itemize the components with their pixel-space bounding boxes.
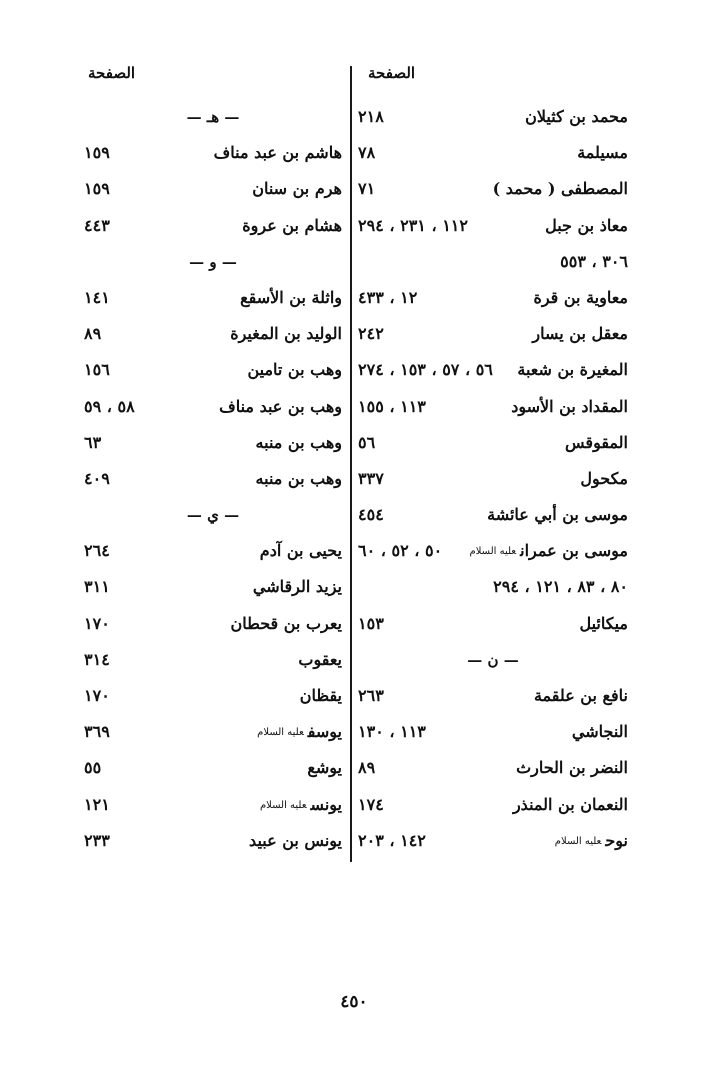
index-entry xyxy=(84,572,342,608)
entry-page-numbers: ١٥٩ xyxy=(84,143,110,163)
entry-name xyxy=(532,324,628,343)
entry-page-numbers: ٨٠ ، ٨٣ ، ١٢١ ، ٢٩٤ xyxy=(493,577,628,597)
entry-name-text: معقل بن يسار xyxy=(532,324,628,344)
entry-name xyxy=(214,143,342,162)
entry-name-text: ميكائيل xyxy=(579,613,628,633)
entry-page-numbers: ٥٦ ، ٥٧ ، ١٥٣ ، ٢٧٤ xyxy=(358,360,493,380)
entry-name xyxy=(247,360,342,379)
section-letter-label: — هـ — xyxy=(186,108,240,126)
entry-page-numbers: ١٢١ xyxy=(84,794,110,814)
entry-page-numbers: ١٧٠ xyxy=(84,686,110,705)
entry-name-text: محمد بن كثيلان xyxy=(525,107,628,126)
entry-name-text: النعمان بن المنذر xyxy=(512,794,628,814)
entry-page-numbers: ١٥٩ xyxy=(84,179,110,199)
entry-page-numbers: ٧١ xyxy=(358,179,376,199)
index-entry xyxy=(84,790,342,826)
index-entry xyxy=(84,464,342,500)
section-letter-label: — ي — xyxy=(186,506,240,525)
entry-page-numbers: ٧٨ xyxy=(358,143,376,163)
index-entry xyxy=(358,392,628,428)
entry-name-text: يحيى بن آدم xyxy=(259,541,342,561)
entry-page-numbers: ٥٠ ، ٥٢ ، ٦٠ xyxy=(358,541,443,561)
entry-name xyxy=(230,614,342,633)
entry-page-numbers: ١٥٣ xyxy=(358,613,384,633)
entry-name xyxy=(516,758,628,777)
entry-page-numbers: ٣٠٦ ، ٥٥٣ xyxy=(560,251,628,271)
entry-name xyxy=(513,795,628,814)
entry-name xyxy=(487,505,628,524)
left-index-column xyxy=(84,102,342,862)
entry-page-numbers: ٢٣٣ xyxy=(84,830,110,850)
entry-name xyxy=(252,179,342,198)
entry-name xyxy=(545,216,628,235)
entry-name-text: النضر بن الحارث xyxy=(516,758,628,778)
index-entry xyxy=(358,681,628,717)
entry-name-text: يعرب بن قحطان xyxy=(230,613,342,633)
index-entry xyxy=(84,717,342,753)
entry-name-text: وهب بن منبه xyxy=(255,468,342,488)
entry-name xyxy=(256,433,342,452)
entry-page-numbers: ١٥٦ xyxy=(84,360,110,380)
index-entry xyxy=(84,428,342,464)
entry-page-numbers: ٥٦ xyxy=(358,432,376,452)
entry-name-text: المقداد بن الأسود xyxy=(511,396,628,416)
section-letter-heading xyxy=(84,247,342,283)
index-entry xyxy=(358,428,628,464)
index-entry xyxy=(84,355,342,391)
index-entry xyxy=(358,609,628,645)
entry-page-numbers: ٢٦٤ xyxy=(84,541,110,561)
entry-name-text: يونس بن عبيد xyxy=(249,830,342,850)
index-entry-continuation xyxy=(358,247,628,283)
index-entry xyxy=(358,319,628,355)
entry-name-text: وهب بن منبه xyxy=(255,432,342,452)
entry-page-numbers: ٥٨ ، ٥٩ xyxy=(84,396,135,416)
entry-name xyxy=(240,288,342,307)
entry-name xyxy=(298,650,342,669)
entry-name xyxy=(253,722,342,741)
honorific-mark: عليه السلام xyxy=(257,727,304,739)
entry-name xyxy=(253,577,342,596)
entry-name xyxy=(525,107,628,126)
entry-name-text: يوسف xyxy=(307,722,342,742)
entry-name-text: المقوقس xyxy=(565,432,628,452)
right-column-header: الصفحة xyxy=(368,64,416,82)
index-entry xyxy=(358,790,628,826)
entry-name xyxy=(572,722,628,741)
index-entry xyxy=(84,609,342,645)
index-entry xyxy=(358,826,628,862)
section-letter-label: — و — xyxy=(189,252,237,271)
entry-name-text: الوليد بن المغيرة xyxy=(230,324,342,344)
section-letter-heading xyxy=(358,645,628,681)
index-entry xyxy=(84,138,342,174)
index-entry xyxy=(358,283,628,319)
entry-page-numbers: ٤٠٩ xyxy=(84,468,110,488)
index-entry xyxy=(358,355,628,391)
entry-page-numbers: ١٢ ، ٤٣٣ xyxy=(358,287,418,307)
entry-name-text: مسيلمة xyxy=(577,143,628,163)
entry-name xyxy=(517,360,628,379)
index-entry xyxy=(84,753,342,789)
index-entry xyxy=(358,211,628,247)
entry-name xyxy=(242,216,342,235)
entry-name-text: موسى بن عمران xyxy=(520,541,628,561)
entry-page-numbers: ٥٥ xyxy=(84,758,102,778)
index-entry xyxy=(358,717,628,753)
entry-page-numbers: ١٤٢ ، ٢٠٣ xyxy=(358,830,426,850)
entry-name-text: موسى بن أبي عائشة xyxy=(487,505,628,525)
entry-name-text: معاذ بن جبل xyxy=(545,215,628,235)
index-entry xyxy=(358,536,628,572)
entry-page-numbers: ١١٢ ، ٢٣١ ، ٢٩٤ xyxy=(358,215,468,235)
section-letter-label: — ن — xyxy=(467,650,519,669)
entry-page-numbers: ٤٤٣ xyxy=(84,215,110,235)
index-entry xyxy=(358,464,628,500)
page-number: ٤٥٠ xyxy=(340,992,368,1012)
entry-page-numbers: ٢١٨ xyxy=(358,107,384,126)
index-entry xyxy=(358,102,628,138)
entry-name xyxy=(260,541,342,560)
entry-page-numbers: ١٤١ xyxy=(84,287,110,307)
entry-name xyxy=(511,397,628,416)
column-divider xyxy=(350,66,352,862)
entry-name-text: هشام بن عروة xyxy=(242,215,342,235)
entry-name xyxy=(256,795,342,814)
entry-name xyxy=(307,758,342,777)
entry-name-text: يقظان xyxy=(299,686,342,705)
entry-name xyxy=(249,831,342,850)
index-entry xyxy=(84,211,342,247)
entry-name xyxy=(230,324,342,343)
index-entry xyxy=(358,753,628,789)
entry-name-text: يوشع xyxy=(307,758,342,778)
entry-page-numbers: ٤٥٤ xyxy=(358,505,384,525)
entry-name-text: نوح xyxy=(605,830,628,850)
entry-page-numbers: ١١٣ ، ١٣٠ xyxy=(358,722,426,742)
entry-name xyxy=(466,541,628,560)
entry-page-numbers: ٣١٤ xyxy=(84,649,110,669)
entry-name xyxy=(300,686,342,705)
entry-page-numbers: ٣١١ xyxy=(84,577,110,597)
section-letter-heading xyxy=(84,500,342,536)
entry-page-numbers: ٢٦٣ xyxy=(358,686,384,705)
index-entry-continuation xyxy=(358,572,628,608)
entry-page-numbers: ١٧٤ xyxy=(358,794,384,814)
entry-name-text: يونس xyxy=(310,794,342,814)
entry-name xyxy=(580,469,628,488)
entry-name-text: هرم بن سنان xyxy=(252,179,342,199)
entry-name-text: مكحول xyxy=(580,468,628,488)
index-entry xyxy=(358,138,628,174)
entry-page-numbers: ٨٩ xyxy=(358,758,376,778)
entry-page-numbers: ٣٣٧ xyxy=(358,468,384,488)
entry-name-text: يزيد الرقاشي xyxy=(252,577,342,597)
index-entry xyxy=(358,174,628,210)
entry-page-numbers: ١٧٠ xyxy=(84,613,110,633)
index-entry xyxy=(84,283,342,319)
index-entry xyxy=(84,319,342,355)
entry-page-numbers: ١١٣ ، ١٥٥ xyxy=(358,396,426,416)
index-entry xyxy=(84,392,342,428)
index-entry xyxy=(358,500,628,536)
entry-name xyxy=(493,179,628,198)
entry-name xyxy=(533,288,628,307)
entry-name xyxy=(577,143,628,162)
entry-name xyxy=(256,469,342,488)
entry-page-numbers: ٨٩ xyxy=(84,324,102,344)
entry-name-text: المغيرة بن شعبة xyxy=(517,360,628,380)
index-entry xyxy=(84,681,342,717)
index-entry xyxy=(84,174,342,210)
entry-name xyxy=(534,686,628,705)
entry-name-text: وهب بن تامين xyxy=(247,360,342,380)
entry-name-text: المصطفى ( محمد ) xyxy=(492,179,628,199)
index-entry xyxy=(84,536,342,572)
section-letter-heading xyxy=(84,102,342,138)
entry-page-numbers: ٣٦٩ xyxy=(84,722,110,742)
honorific-mark: عليه السلام xyxy=(259,799,307,811)
entry-name-text: هاشم بن عبد مناف xyxy=(213,143,342,163)
entry-name-text: يعقوب xyxy=(298,649,342,669)
entry-name-text: النجاشي xyxy=(571,722,628,742)
entry-name-text: معاوية بن قرة xyxy=(533,287,628,307)
entry-name-text: واثلة بن الأسقع xyxy=(240,287,342,307)
entry-name-text: نافع بن علقمة xyxy=(533,686,628,705)
entry-name xyxy=(551,831,628,850)
entry-page-numbers: ٦٣ xyxy=(84,432,102,452)
entry-name xyxy=(565,433,628,452)
entry-name xyxy=(219,397,342,416)
entry-page-numbers: ٢٤٢ xyxy=(358,324,384,344)
right-index-column xyxy=(358,102,628,862)
index-entry xyxy=(84,645,342,681)
entry-name-text: وهب بن عبد مناف xyxy=(219,396,342,416)
honorific-mark: عليه السلام xyxy=(469,546,517,558)
honorific-mark: عليه السلام xyxy=(554,835,602,847)
index-entry xyxy=(84,826,342,862)
left-column-header: الصفحة xyxy=(88,64,136,82)
entry-name xyxy=(579,614,628,633)
